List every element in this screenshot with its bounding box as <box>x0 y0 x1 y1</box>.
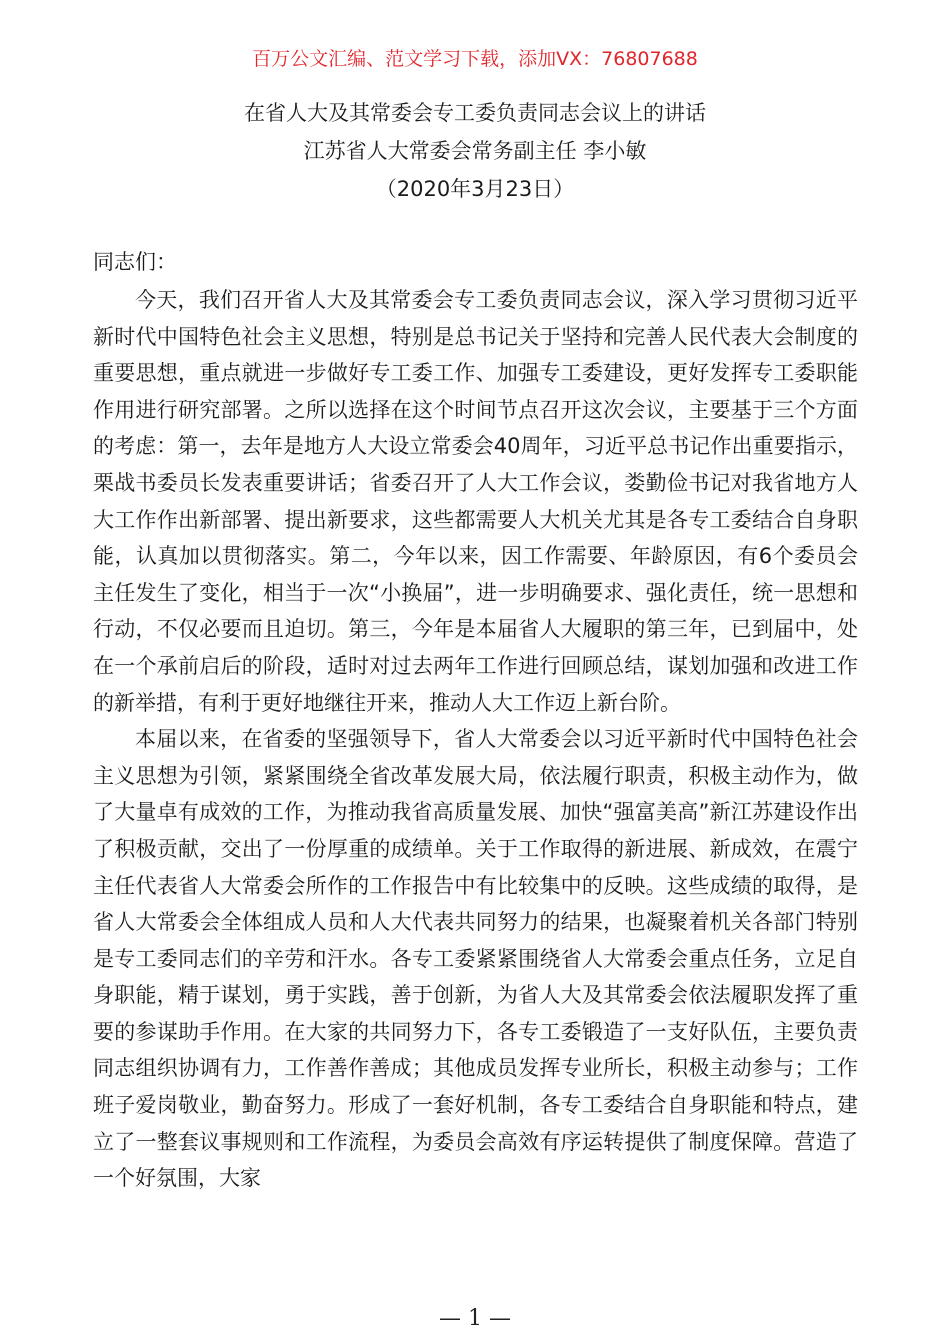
speech-title: 在省人大及其常委会专工委负责同志会议上的讲话 <box>244 101 706 125</box>
speech-body <box>93 282 858 1197</box>
speech-date: （2020年3月23日） <box>375 177 575 201</box>
paragraph-1: 今天，我们召开省人大及其常委会专工委负责同志会议，深入学习贯彻习近平新时代中国特色社会主义思想，特别是总书记关于坚持和完善人民代表大会制度的重要思想，重点就进一步做好专工委工作、加强专工委建设，更好发挥专工委职能作用进行研究部署。之所以选择在这个时间节点召开这次会议，主要基于三个方面的考虑：第一，去年是地方人大设立常委会40周年，习近平总书记作出重要指示，栗战书委员长发表重要讲话；省委召开了人大工作会议，娄勤俭书记对我省地方人大工作作出新部署、提出新要求，这些都需要人大机关尤其是各专工委结合自身职能，认真加以贯彻落实。第二，今年以来，因工作需要、年龄原因，有6个委员会主任发生了变化，相当于一次“小换届”，进一步明确要求、强化责任，统一思想和行动，不仅必要而且迫切。第三，今年是本届省人大履职的第三年，已到届中，处在一个承前启后的阶段，适时对过去两年工作进行回顾总结，谋划加强和改进工作的新举措，有利于更好地继往开来，推动人大工作迈上新台阶。 <box>93 288 858 715</box>
salutation: 同志们： <box>93 250 177 274</box>
page-number: — 1 — <box>439 1306 511 1331</box>
paragraph-2: 本届以来，在省委的坚强领导下，省人大常委会以习近平新时代中国特色社会主义思想为引领，紧紧围绕全省改革发展大局，依法履行职责，积极主动作为，做了大量卓有成效的工作，为推动我省高质量发展、加快“强富美高”新江苏建设作出了积极贡献，交出了一份厚重的成绩单。关于工作取得的新进展、新成效，在震宁主任代表省人大常委会所作的工作报告中有比较集中的反映。这些成绩的取得，是省人大常委会全体组成人员和人大代表共同努力的结果，也凝聚着机关各部门特别是专工委同志们的辛劳和汗水。各专工委紧紧围绕省人大常委会重点任务，立足自身职能，精于谋划，勇于实践，善于创新，为省人大及其常委会依法履职发挥了重要的参谋助手作用。在大家的共同努力下，各专工委锻造了一支好队伍，主要负责同志组织协调有力，工作善作善成；其他成员发挥专业所长，积极主动参与；工作班子爱岗敬业，勤奋努力。形成了一套好机制，各专工委结合自身职能和特点，建立了一整套议事规则和工作流程，为委员会高效有序运转提供了制度保障。营造了一个好氛围，大家 <box>93 727 858 1191</box>
speech-author: 江苏省人大常委会常务副主任 李小敏 <box>303 139 647 163</box>
promo-banner: 百万公文汇编、范文学习下载，添加VX：76807688 <box>252 48 698 70</box>
